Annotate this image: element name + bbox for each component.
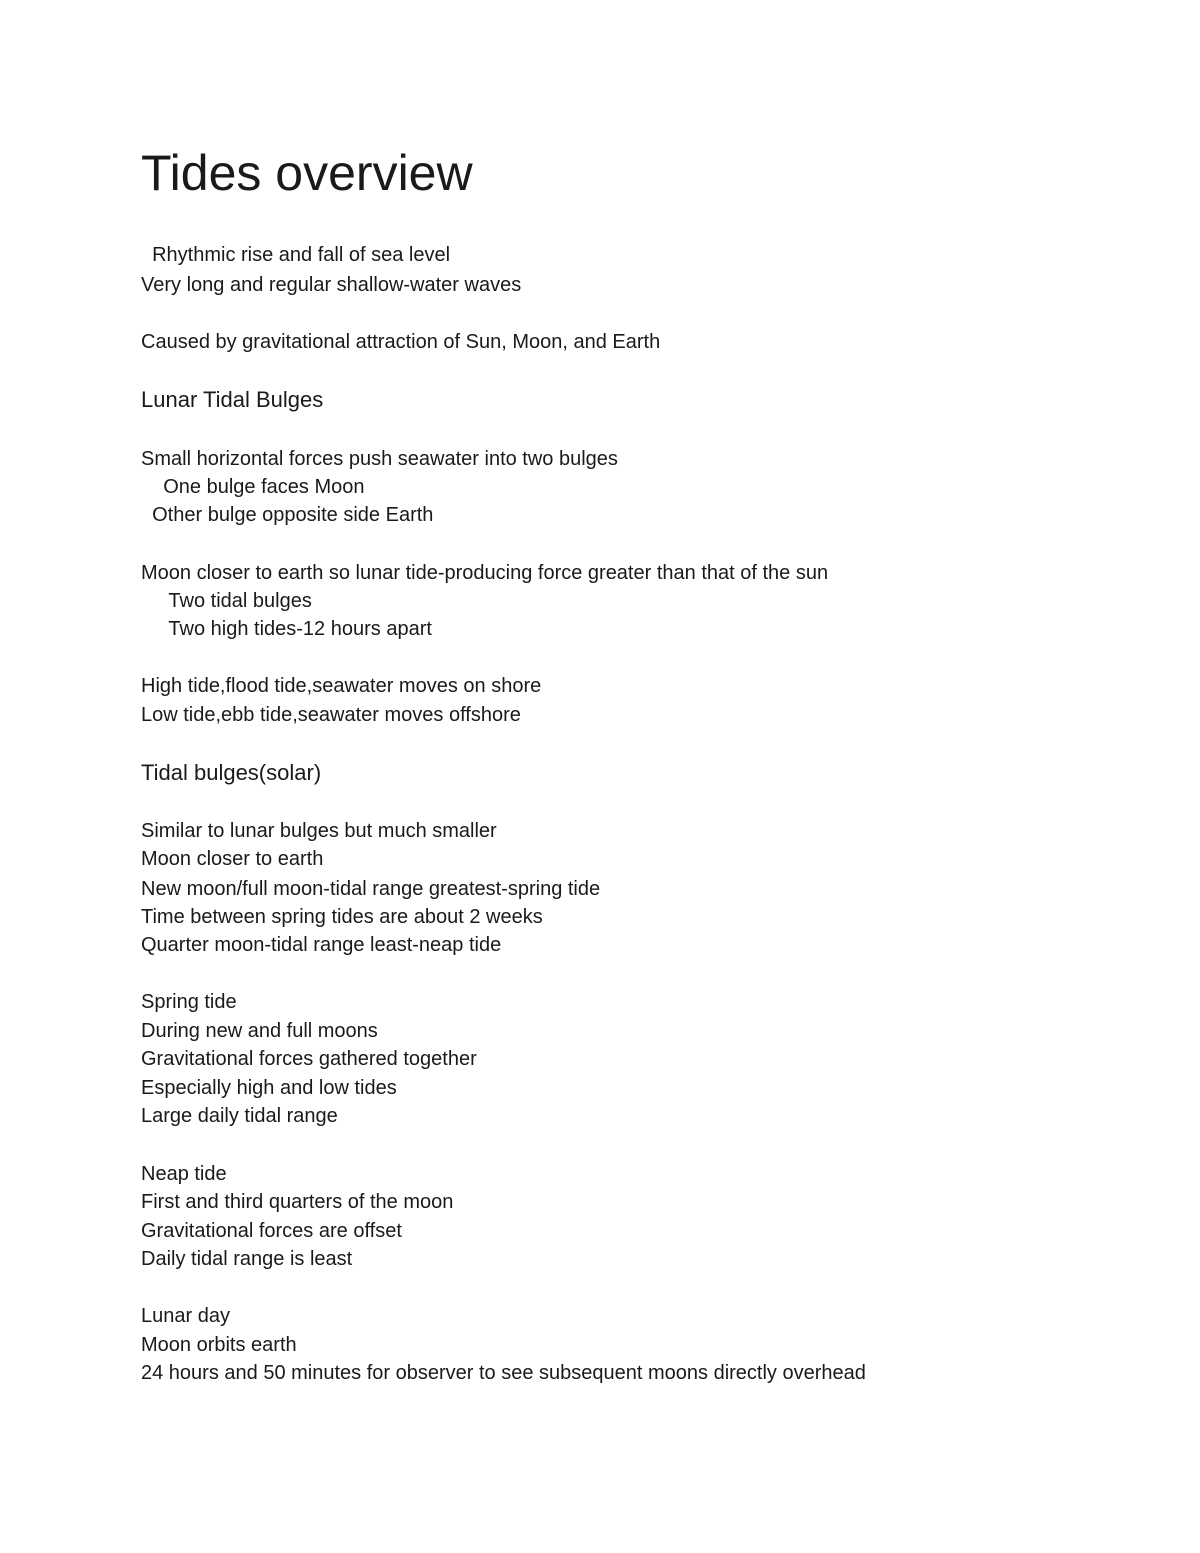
solar-bulges-heading: Tidal bulges(solar)	[141, 760, 322, 785]
lunar-line-1: Small horizontal forces push seawater into two bulges	[141, 448, 618, 470]
spring-tide-line-1: Spring tide	[141, 991, 237, 1013]
lunar-line-4: Moon closer to earth so lunar tide-producing force greater than that of the sun	[141, 562, 829, 584]
lunar-line-5: Two tidal bulges	[141, 590, 312, 612]
lunar-day-line-1: Lunar day	[141, 1305, 230, 1327]
lunar-line-7: High tide,flood tide,seawater moves on shore	[141, 675, 542, 697]
neap-tide-line-1: Neap tide	[141, 1163, 227, 1185]
spring-tide-line-5: Large daily tidal range	[141, 1105, 338, 1127]
neap-tide-line-2: First and third quarters of the moon	[141, 1191, 454, 1213]
spring-tide-line-4: Especially high and low tides	[141, 1077, 397, 1099]
page-title: Tides overview	[141, 145, 473, 201]
lunar-line-3: Other bulge opposite side Earth	[141, 504, 434, 526]
spring-tide-line-2: During new and full moons	[141, 1020, 378, 1042]
neap-tide-line-3: Gravitational forces are offset	[141, 1220, 402, 1242]
solar-line-5: Quarter moon-tidal range least-neap tide	[141, 934, 502, 956]
intro-line-3: Caused by gravitational attraction of Sun, Moon, and Earth	[141, 331, 661, 353]
lunar-bulges-heading: Lunar Tidal Bulges	[141, 387, 324, 412]
solar-line-1: Similar to lunar bulges but much smaller	[141, 820, 497, 842]
neap-tide-line-4: Daily tidal range is least	[141, 1248, 353, 1270]
lunar-line-8: Low tide,ebb tide,seawater moves offshore	[141, 704, 521, 726]
solar-line-4: Time between spring tides are about 2 weeks	[141, 906, 543, 928]
solar-line-2: Moon closer to earth	[141, 848, 324, 870]
lunar-line-6: Two high tides-12 hours apart	[141, 618, 432, 640]
spring-tide-line-3: Gravitational forces gathered together	[141, 1048, 477, 1070]
intro-line-2: Very long and regular shallow-water waves	[141, 274, 522, 296]
lunar-day-line-3: 24 hours and 50 minutes for observer to see subsequent moons directly overhead	[141, 1362, 866, 1384]
intro-line-1: Rhythmic rise and fall of sea level	[141, 244, 451, 266]
lunar-day-line-2: Moon orbits earth	[141, 1334, 297, 1356]
lunar-line-2: One bulge faces Moon	[141, 476, 365, 498]
solar-line-3: New moon/full moon-tidal range greatest-spring tide	[141, 878, 601, 900]
